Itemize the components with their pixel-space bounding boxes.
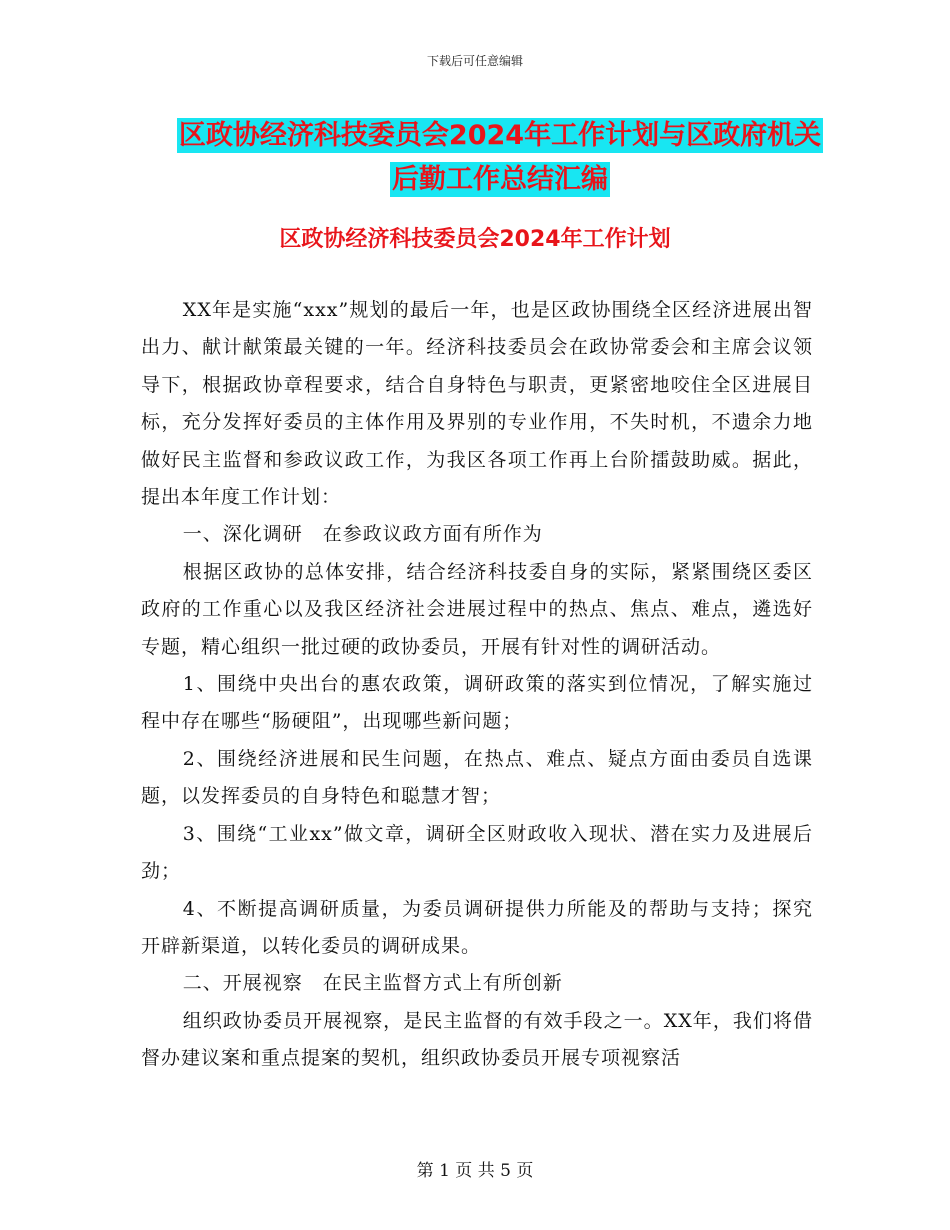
paragraph-intro: XX年是实施“xxx”规划的最后一年，也是区政协围绕全区经济进展出智出力、献计献策最关键的一年。经济科技委员会在政协常委会和主席会议领导下，根据政协章程要求，结合自身特色与职责，更紧密地咬住全区进展目标，充分发挥好委员的主体作用及界别的专业作用，不失时机，不遗余力地做好民主监督和参政议政工作，为我区各项工作再上台阶擂鼓助威。据此，提出本年度工作计划： (141, 299, 813, 509)
page-footer: 第 1 页 共 5 页 (416, 1161, 534, 1181)
title-highlight-2: 后勤工作总结汇编 (392, 164, 608, 195)
list-item-4: 4、不断提高调研质量，为委员调研提供力所能及的帮助与支持；探究开辟新渠道，以转化委员的调研成果。 (141, 897, 813, 957)
document-title-line-2 (120, 157, 880, 196)
list-item-1: 1、围绕中央出台的惠农政策，调研政策的落实到位情况，了解实施过程中存在哪些“肠硬阻”，出现哪些新问题； (141, 673, 813, 733)
document-title-line-1 (120, 113, 880, 152)
header-note: 下载后可任意编辑 (426, 54, 523, 68)
paragraph: 根据区政协的总体安排，结合经济科技委自身的实际，紧紧围绕区委区政府的工作重心以及我区经济社会进展过程中的热点、焦点、难点，遴选好专题，精心组织一批过硬的政协委员，开展有针对性的调研活动。 (141, 560, 813, 658)
list-item-3: 3、围绕“工业xx”做文章，调研全区财政收入现状、潜在实力及进展后劲； (141, 822, 813, 883)
paragraph: 组织政协委员开展视察，是民主监督的有效手段之一。XX年，我们将借督办建议案和重点提案的契机，组织政协委员开展专项视察活 (141, 1009, 813, 1070)
title-highlight-1: 区政协经济科技委员会2024年工作计划与区政府机关 (178, 120, 822, 151)
list-item-2: 2、围绕经济进展和民生问题，在热点、难点、疑点方面由委员自选课题，以发挥委员的自身特色和聪慧才智； (141, 747, 813, 808)
heading-section-1: 一、深化调研 在参政议政方面有所作为 (182, 523, 543, 546)
section-title: 区政协经济科技委员会2024年工作计划 (279, 227, 671, 252)
document-body (141, 292, 813, 1078)
heading-section-2: 二、开展视察 在民主监督方式上有所创新 (182, 972, 563, 995)
